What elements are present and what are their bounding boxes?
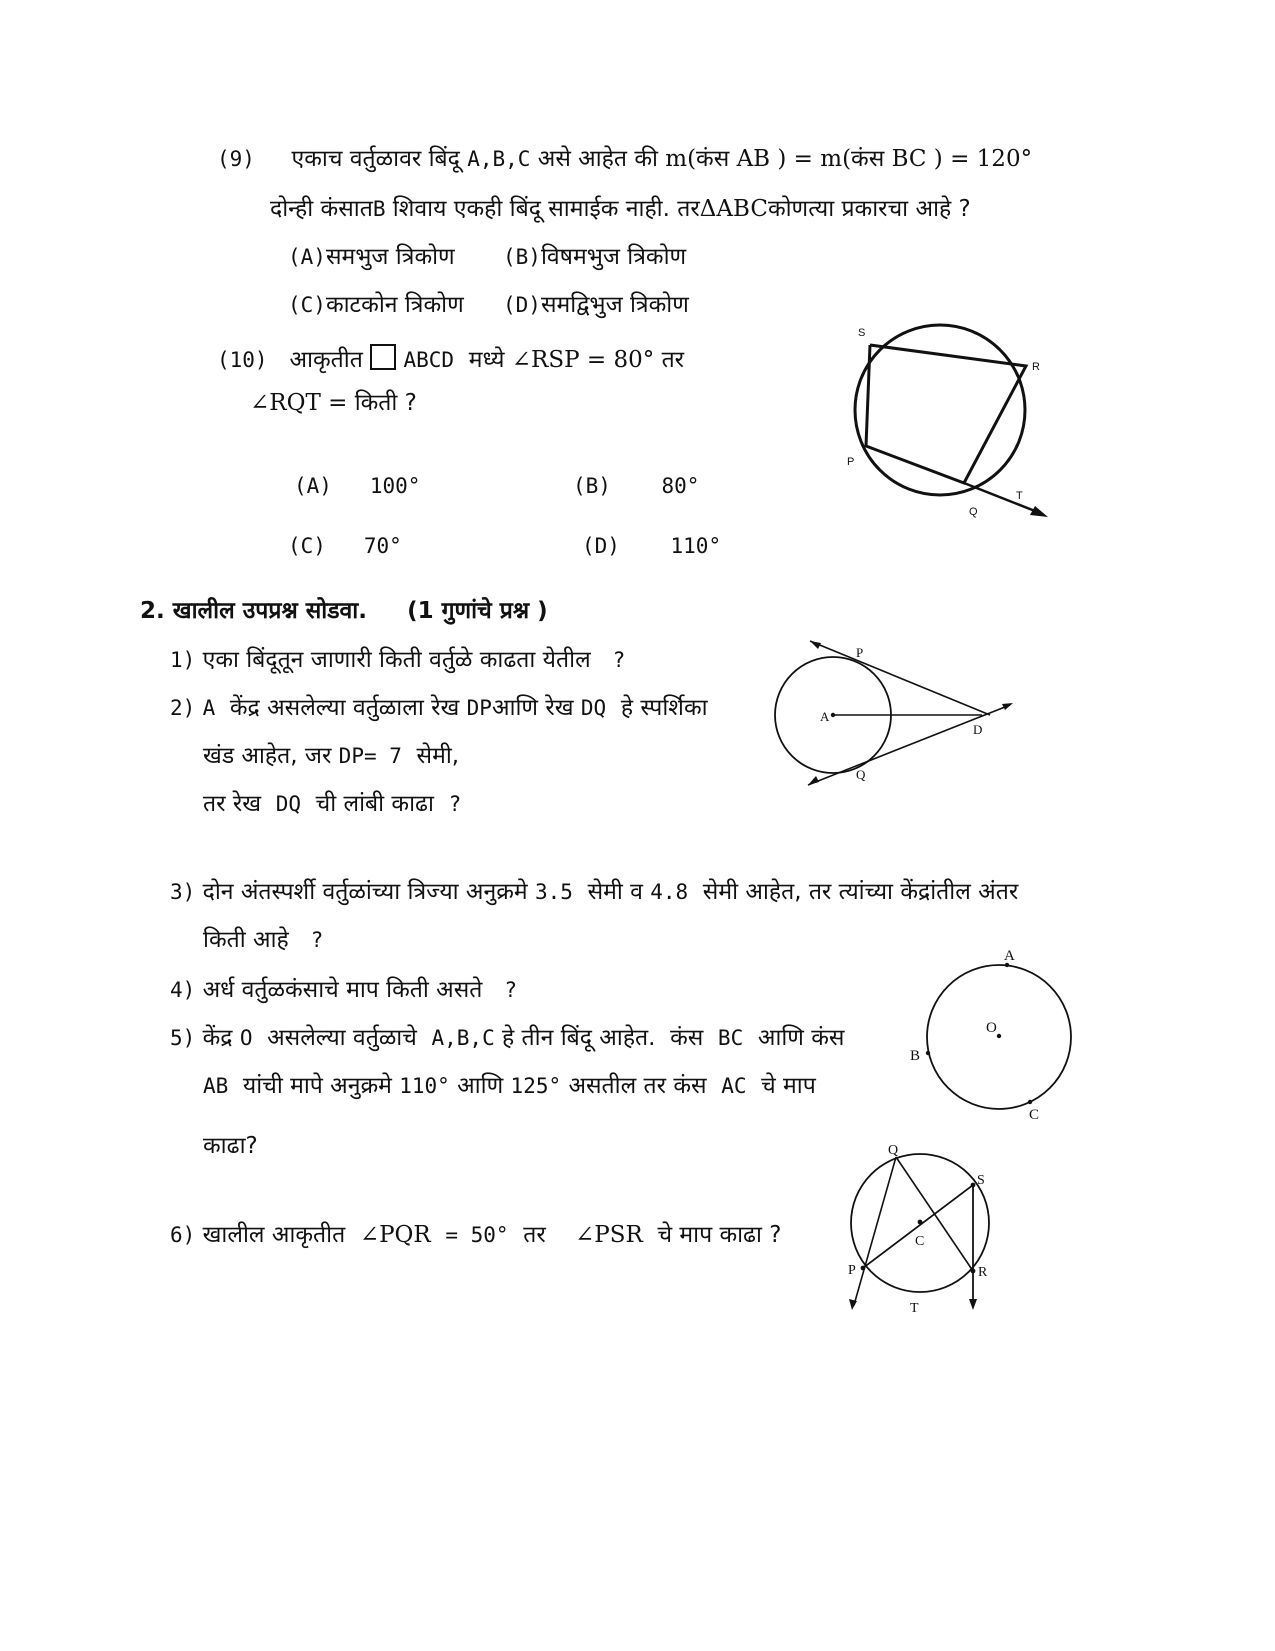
question-text: चे माप काढा ? <box>657 1222 782 1248</box>
sub-question-3-line2 <box>203 929 323 952</box>
question-text: कंस <box>670 1025 704 1051</box>
section2-number: 2. <box>140 598 165 624</box>
q9-text: एकाच वर्तुळावर बिंदू <box>291 146 468 172</box>
option-label: (C) <box>288 293 326 317</box>
question-text: तर रेख <box>203 791 262 817</box>
q10-angle-rsp: ∠RSP = 80° <box>511 347 655 373</box>
point-label: A <box>820 709 830 724</box>
given-value: 3.5 <box>535 880 573 904</box>
option-text: समद्विभुज त्रिकोण <box>540 292 689 318</box>
option-text: काटकोन त्रिकोण <box>325 292 464 318</box>
question-text: किती आहे <box>203 927 289 953</box>
q10-text: मध्ये <box>468 347 505 373</box>
question-number: 5) <box>170 1026 196 1050</box>
option-text: विषमभुज त्रिकोण <box>540 244 687 270</box>
segment-name: DQ <box>275 792 301 816</box>
sub-question-2-line3 <box>203 793 461 816</box>
q5-figure <box>900 945 1090 1125</box>
option-label: (B) <box>573 474 611 498</box>
option-label: (C) <box>288 534 326 558</box>
option-value: 110° <box>670 534 722 558</box>
q10-option-d <box>582 536 721 557</box>
sub-question-2-line1 <box>170 697 708 720</box>
option-value: 70° <box>363 534 402 558</box>
sub-question-1 <box>170 649 625 672</box>
point-label: Q <box>856 767 866 782</box>
section2-title: खालील उपप्रश्न सोडवा. <box>172 598 368 624</box>
quadrilateral-symbol-icon <box>370 344 396 370</box>
point-label: P <box>856 645 864 660</box>
question-text: असतील तर कंस <box>568 1073 707 1099</box>
question-text: हे तीन बिंदू आहेत. <box>502 1025 656 1051</box>
question-text: आणि कंस <box>757 1025 845 1051</box>
point-name: A <box>202 696 216 720</box>
point-names: A,B,C <box>431 1026 495 1050</box>
point-label: A <box>1004 948 1015 964</box>
given-value: DP= 7 <box>338 744 402 768</box>
option-label: (B) <box>503 245 541 269</box>
point-label: P <box>847 456 855 468</box>
sub-question-5-line1 <box>170 1027 844 1050</box>
option-label: (A) <box>294 474 332 498</box>
question-mark: ? <box>612 648 626 672</box>
q9-text: असे आहेत की <box>537 146 666 172</box>
sub-question-5-line3: काढा? <box>203 1133 258 1159</box>
section2-marks: (1 गुणांचे प्रश्न ) <box>407 598 548 624</box>
question-text: अर्ध वर्तुळकंसाचे माप किती असते <box>202 977 483 1003</box>
question-text: एका बिंदूतून जाणारी किती वर्तुळे काढता येतील <box>202 647 591 673</box>
question-number: 4) <box>170 978 196 1002</box>
given-value: 110° <box>399 1074 450 1098</box>
segment-name: DQ <box>580 696 607 720</box>
q10-option-b <box>573 476 699 497</box>
q10-text: किती ? <box>354 390 417 416</box>
option-value: 80° <box>661 474 700 498</box>
q9-arc-equation: m(कंस AB ) = m(कंस BC ) = 120° <box>665 146 1033 172</box>
point-label: S <box>858 327 866 339</box>
point-label: Q <box>969 506 978 518</box>
question-text: केंद्र <box>202 1025 233 1051</box>
option-text: समभुज त्रिकोण <box>325 244 455 270</box>
sub-question-2-line2 <box>203 745 459 768</box>
sub-question-6 <box>170 1224 782 1247</box>
q10-text: तर <box>661 347 685 373</box>
q10-line1 <box>217 344 684 372</box>
question-text: खालील आकृतीत <box>202 1222 346 1248</box>
point-label: P <box>848 1263 856 1278</box>
question-text: सेमी आहेत, तर त्यांच्या केंद्रांतील अंतर <box>702 879 1019 905</box>
q9-points: A,B,C <box>467 147 531 171</box>
point-label: O <box>986 1020 997 1036</box>
question-number: 2) <box>170 696 196 720</box>
question-text: सेमी व <box>587 879 643 905</box>
sub-question-4 <box>170 979 517 1002</box>
q9-text: दोन्ही कंसात <box>270 196 373 222</box>
arc-name: BC <box>717 1026 744 1050</box>
question-number: 1) <box>170 648 196 672</box>
q9-line1 <box>217 148 1032 171</box>
q10-figure <box>830 320 1060 530</box>
q9-option-d <box>503 294 689 317</box>
q9-triangle: ΔABC <box>699 196 768 222</box>
q9-text: कोणत्या प्रकारचा आहे ? <box>767 196 971 222</box>
point-label: C <box>1029 1107 1040 1123</box>
point-label: T <box>1016 490 1023 502</box>
q6-figure <box>830 1140 1030 1325</box>
option-label: (D) <box>503 293 541 317</box>
question-number: 6) <box>170 1223 196 1247</box>
point-name: O <box>239 1026 253 1050</box>
question-text: आणि <box>457 1073 504 1099</box>
question-text: सेमी, <box>416 743 460 769</box>
point-label: D <box>973 722 983 737</box>
point-label: R <box>978 1265 988 1280</box>
q10-angle-rqt: ∠RQT = <box>250 390 348 416</box>
section2-heading <box>140 600 548 623</box>
angle-pqr: ∠PQR <box>359 1222 431 1248</box>
q9-option-c <box>288 294 464 317</box>
q10-text: आकृतीत <box>289 347 363 373</box>
segment-name: DP <box>466 696 492 720</box>
given-value: 125° <box>510 1074 562 1098</box>
given-value: 4.8 <box>650 880 689 904</box>
question-text: चे माप <box>761 1073 816 1099</box>
option-value: 100° <box>369 474 421 498</box>
point-label: B <box>910 1048 921 1064</box>
q9-text: शिवाय एकही बिंदू सामाईक नाही. तर <box>392 196 700 222</box>
arc-name: AB <box>203 1074 229 1098</box>
question-text: हे स्पर्शिका <box>620 695 708 721</box>
q10-quad-name: ABCD <box>403 348 455 372</box>
q10-number: (10) <box>217 348 268 372</box>
q10-option-c <box>288 536 402 557</box>
q9-option-a <box>288 246 455 269</box>
q9-line2 <box>270 198 971 221</box>
question-text: खंड आहेत, जर <box>203 743 332 769</box>
point-label: Q <box>888 1143 899 1158</box>
option-label: (A) <box>288 245 326 269</box>
point-label: C <box>915 1234 925 1249</box>
point-label: S <box>977 1173 985 1188</box>
q9-option-b <box>503 246 686 269</box>
question-text: आणि रेख <box>491 695 574 721</box>
q9-number: (9) <box>217 147 255 171</box>
arc-name: AC <box>721 1074 747 1098</box>
angle-psr: ∠PSR <box>574 1222 643 1248</box>
question-text: यांची मापे अनुक्रमे <box>242 1073 392 1099</box>
question-text: असलेल्या वर्तुळाचे <box>267 1025 417 1051</box>
question-text: दोन अंतस्पर्शी वर्तुळांच्या त्रिज्या अनुक्रमे <box>202 879 528 905</box>
q10-option-a <box>294 476 420 497</box>
question-text: केंद्र असलेल्या वर्तुळाला रेख <box>229 695 460 721</box>
point-label: T <box>910 1301 919 1316</box>
sub-question-3-line1 <box>170 881 1018 904</box>
question-mark: ? <box>504 978 518 1002</box>
question-text: ची लांबी काढा <box>315 791 434 817</box>
point-label: R <box>1032 361 1040 373</box>
given-value: = 50° <box>445 1223 509 1247</box>
question-mark: ? <box>310 928 324 952</box>
q2-figure <box>770 635 1030 795</box>
sub-question-5-line2 <box>203 1075 816 1098</box>
question-number: 3) <box>170 880 196 904</box>
q9-point-b: B <box>372 197 386 221</box>
question-text: तर <box>523 1222 546 1248</box>
question-mark: ? <box>448 792 462 816</box>
q10-line2 <box>250 392 417 415</box>
option-label: (D) <box>582 534 620 558</box>
